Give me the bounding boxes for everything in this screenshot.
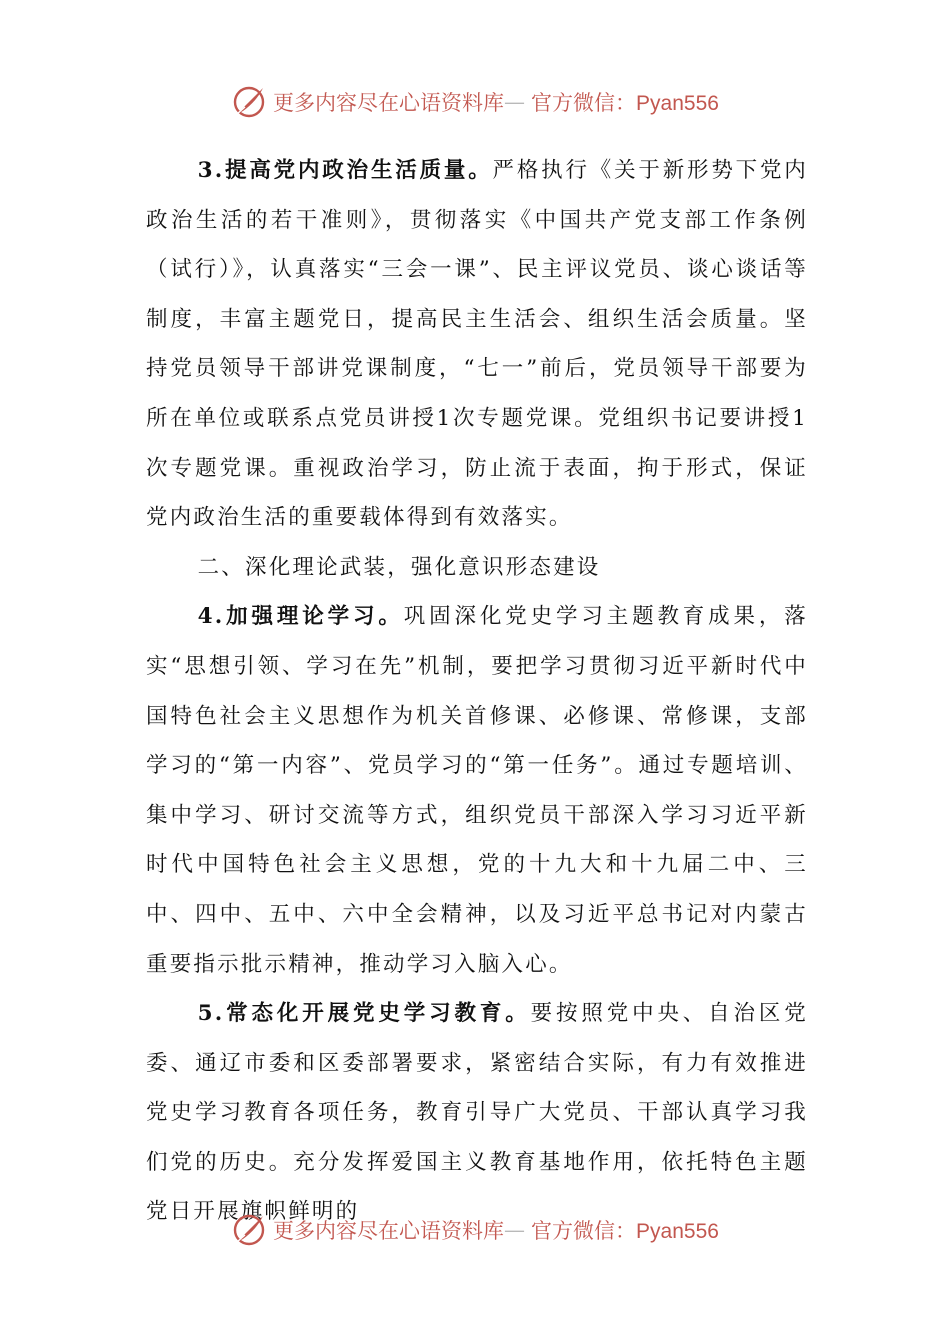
paragraph-item-3 bbox=[146, 146, 808, 543]
watermark-main-text: 更多内容尽在心语资料库 bbox=[273, 91, 505, 115]
paragraph-item-5 bbox=[146, 989, 808, 1237]
paragraph-lead: 5.常态化开展党史学习教育。 bbox=[197, 1001, 531, 1027]
watermark-separator: — bbox=[504, 1218, 526, 1242]
paragraph-body: 要按照党中央、自治区党委、通辽市委和区委部署要求，紧密结合实际，有力有效推进党史学习教育各项任务，教育引导广大党员、干部认真学习我们党的历史。充分发挥爱国主义教育基地作用，依托特色主题党日开展旗帜鲜明的 bbox=[146, 1001, 808, 1225]
quill-pen-logo-icon bbox=[231, 1212, 267, 1248]
paragraph-body: 严格执行《关于新形势下党内政治生活的若干准则》，贯彻落实《中国共产党支部工作条例（试行）》，认真落实“三会一课”、民主评议党员、谈心谈话等制度，丰富主题党日，提高民主生活会、组织生活会质量。坚持党员领导干部讲党课制度，“七一”前后，党员领导干部要为所在单位或联系点党员讲授1次专题党课。党组织书记要讲授1次专题党课。重视政治学习，防止流于表面，拘于形式，保证党内政治生活的重要载体得到有效落实。 bbox=[146, 158, 808, 531]
paragraph-lead: 3.提高党内政治生活质量。 bbox=[197, 158, 493, 183]
footer-watermark bbox=[0, 1208, 950, 1252]
watermark-contact: 官方微信：Pyan556 bbox=[531, 1220, 719, 1243]
document-body bbox=[146, 146, 808, 1237]
header-watermark bbox=[0, 80, 950, 124]
paragraph-item-4 bbox=[146, 592, 808, 989]
paragraph-lead: 4.加强理论学习。 bbox=[197, 604, 404, 630]
watermark-main-text: 更多内容尽在心语资料库 bbox=[273, 1219, 505, 1243]
section-heading: 二、深化理论武装，强化意识形态建设 bbox=[197, 554, 601, 580]
watermark-separator: — bbox=[504, 90, 526, 114]
watermark-contact: 官方微信：Pyan556 bbox=[531, 92, 719, 115]
quill-pen-logo-icon bbox=[231, 84, 267, 120]
paragraph-body: 巩固深化党史学习主题教育成果，落实“思想引领、学习在先”机制，要把学习贯彻习近平新时代中国特色社会主义思想作为机关首修课、必修课、常修课，支部学习的“第一内容”、党员学习的“第一任务”。通过专题培训、集中学习、研讨交流等方式，组织党员干部深入学习习近平新时代中国特色社会主义思想，党的十九大和十九届二中、三中、四中、五中、六中全会精神，以及习近平总书记对内蒙古重要指示批示精神，推动学习入脑入心。 bbox=[146, 604, 808, 977]
